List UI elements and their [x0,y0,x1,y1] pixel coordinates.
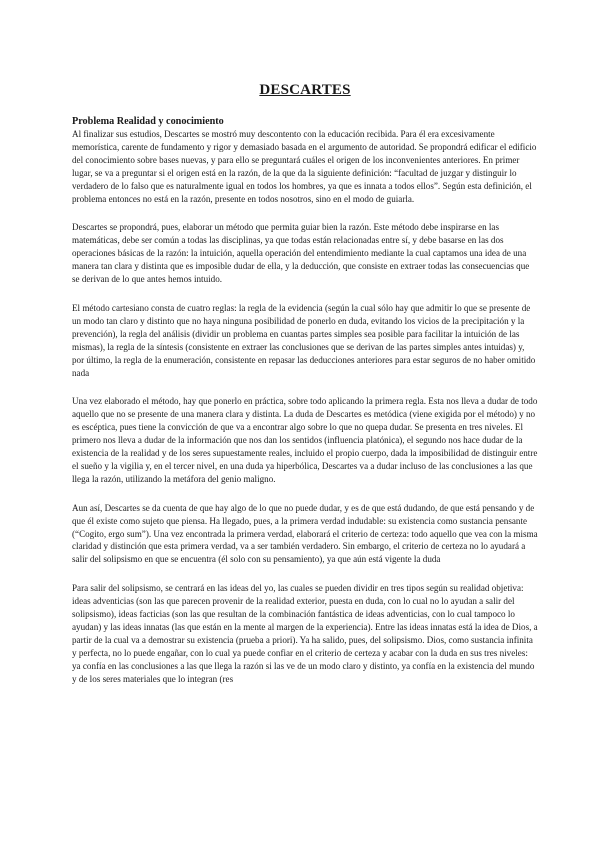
paragraph-1: Al finalizar sus estudios, Descartes se mostró muy descontento con la educación recibida. Para él era excesivamente memorística, carente de fundamento y rigor y demasiado basada en el argumento de autoridad. Se propondrá edificar el edificio del conocimiento sobre bases nuevas, y para ello se preguntará cuáles el origen de los inconvenientes anteriores. En primer lugar, se va a preguntar si el origen está en la razón, de la que da la siguiente definición: “facultad de juzgar y distinguir lo verdadero de lo falso que es naturalmente igual en todos los hombres, ya que es innata a todos ellos”. Según esta definición, el problema entonces no está en la razón, presente en todos nosotros, sino en el modo de guiarla. [72,129,537,204]
section-heading: Problema Realidad y conocimiento [72,116,224,127]
paragraph-3: El método cartesiano consta de cuatro reglas: la regla de la evidencia (según la cual sólo hay que admitir lo que se presente de un modo tan claro y distinto que no haya ninguna posibilidad de ponerlo en duda, evitando los vicios de la precipitación y la prevención), la regla del análisis (dividir un problema en cuantas partes simples sea posible para facilitar la intuición de las mismas), la regla de la síntesis (consistente en extraer las conclusiones que se derivan de las partes simples antes intuidas) y, por último, la regla de la enumeración, consistente en repasar las deducciones anteriores para estar seguros de no haber omitido nada [72,302,536,378]
paragraph-2: Descartes se propondrá, pues, elaborar un método que permita guiar bien la razón. Este método debe inspirarse en las matemáticas, debe ser común a todas las disciplinas, ya que todas están relacionadas entre sí, y debe basarse en las dos operaciones básicas de la razón: la intuición, aquella operación del entendimiento mediante la cual captamos una idea de una manera tan clara y distinta que es imposible dudar de ella, y la deducción, que consiste en extraer todas las consecuencias que se derivan de lo que antes hemos intuido. [72,222,530,285]
document-title: DESCARTES [259,82,351,98]
paragraph-6: Para salir del solipsismo, se centrará en las ideas del yo, las cuales se pueden dividir en tres tipos según su realidad objetiva: ideas adventicias (son las que parecen provenir de la realidad exterior, puesta en duda, con lo cual no lo ayudan a salir del solipsismo), ideas facticias (son las que resultan de la combinación fantástica de ideas adventicias, con lo cual tampoco lo ayudan) y las ideas innatas (las que están en la mente al margen de la experiencia). Entre las ideas innatas está la idea de Dios, a partir de la cual va a demostrar su existencia (prueba a priori). Ya ha salido, pues, del solipsismo. Dios, como sustancia infinita y perfecta, no lo puede engañar, con lo cual ya puede confiar en el criterio de certeza y acabar con la duda en sus tres niveles: ya confía en las conclusiones a las que llega la razón si las ve de un modo claro y distinto, ya confía en la existencia del mundo y de los seres materiales que lo integran (res [72,583,538,684]
paragraph-5: Aun así, Descartes se da cuenta de que hay algo de lo que no puede dudar, y es de que está dudando, de que está pensando y de que él existe como sujeto que piensa. Ha llegado, pues, a la primera verdad indudable: su existencia como sustancia pensante (“Cogito, ergo sum”). Una vez encontrada la primera verdad, elaborará el criterio de certeza: todo aquello que vea con la misma claridad y distinción que esta primera verdad, va a ser también verdadero. Sin embargo, el criterio de certeza no lo ayudará a salir del solipsismo en que se encuentra (él solo con su pensamiento), ya que aún está vigente la duda [72,502,538,565]
paragraph-4: Una vez elaborado el método, hay que ponerlo en práctica, sobre todo aplicando la primera regla. Esta nos lleva a dudar de todo aquello que no se presente de una manera clara y distinta. La duda de Descartes es metódica (viene exigida por el método) y no es escéptica, pues tiene la convicción de que va a encontrar algo sobre lo que no quepa dudar. Se presenta en tres niveles. El primero nos lleva a dudar de la información que nos dan los sentidos (influencia platónica), el segundo nos hace dudar de la existencia de la realidad y de los seres supuestamente reales, incluido el propio cuerpo, dada la imposibilidad de distinguir entre el sueño y la vigilia y, en el tercer nivel, en una duda ya hiperbólica, Descartes va a dudar incluso de las conclusiones a las que llega la razón, utilizando la metáfora del genio maligno. [72,396,538,484]
document-page [72,82,538,702]
